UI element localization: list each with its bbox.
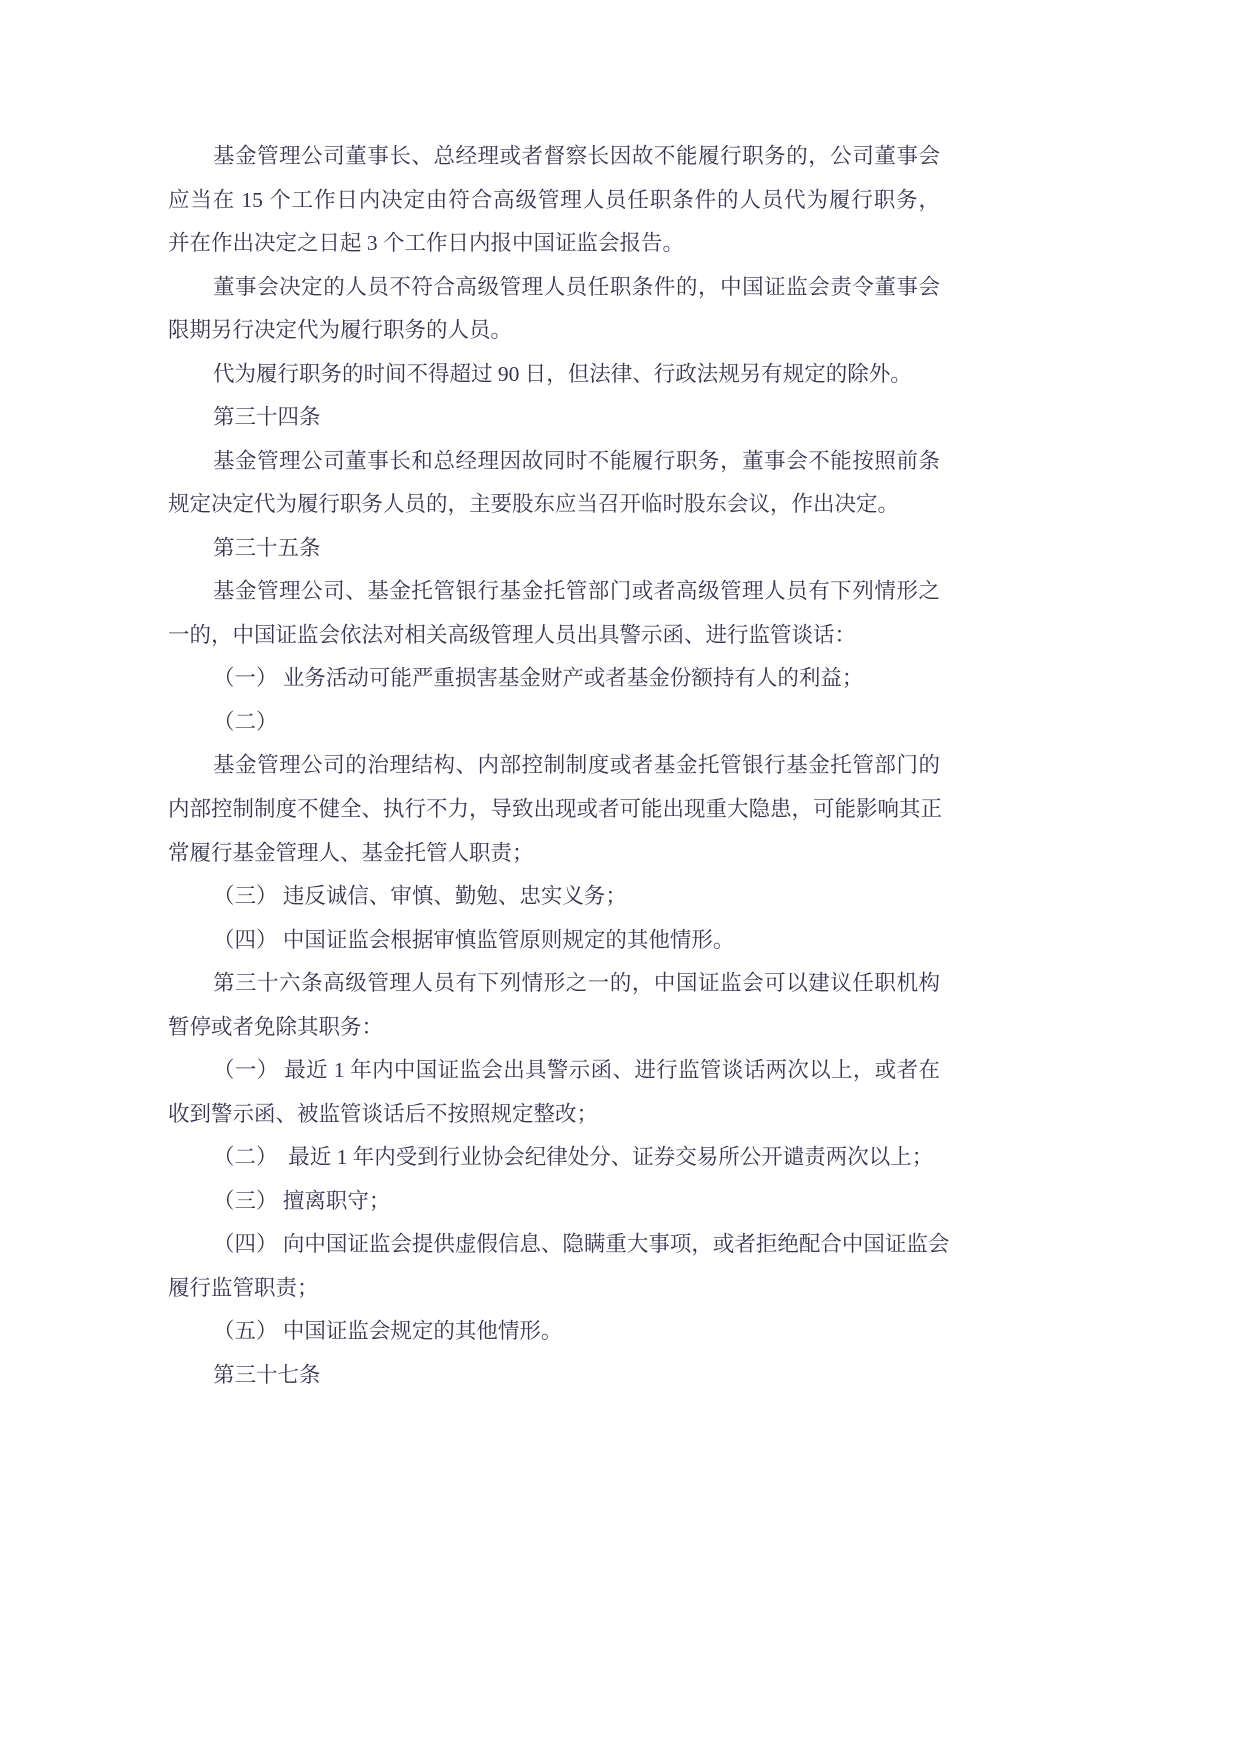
list-item [168,1180,940,1224]
text-line: 规定决定代为履行职务人员的，主要股东应当召开临时股东会议，作出决定。 [168,492,900,517]
text-line: 收到警示函、被监管谈话后不按照规定整改； [168,1101,599,1126]
text-line: 第三十六条高级管理人员有下列情形之一的，中国证监会可以建议任职机构 [213,971,940,996]
text-line: 暂停或者免除其职务： [168,1014,384,1039]
article-heading [168,527,940,571]
text-line: 代为履行职务的时间不得超过 90 日，但法律、行政法规另有规定的除外。 [213,361,912,386]
list-item [168,1049,940,1136]
text-line: （一） 最近 1 年内中国证监会出具警示函、进行监管谈话两次以上，或者在 [213,1058,940,1083]
text-line: 履行监管职责； [168,1275,319,1300]
article-heading [168,1354,940,1398]
list-item [168,1136,940,1180]
text-line: 限期另行决定代为履行职务的人员。 [168,318,513,343]
text-line: （二） [213,709,278,734]
text-line: （三） 违反诚信、审慎、勤勉、忠实义务； [213,884,627,909]
list-item [168,875,940,919]
paragraph [168,570,940,657]
text-line: 基金管理公司董事长、总经理或者督察长因故不能履行职务的，公司董事会 [213,144,940,168]
list-item [168,1223,950,1310]
text-line: 常履行基金管理人、基金托管人职责； [168,840,534,865]
list-item [168,657,940,701]
text-line: （五） 中国证监会规定的其他情形。 [213,1319,563,1344]
text-line: 第三十七条 [213,1362,321,1387]
text-line: 应当在 15 个工作日内决定由符合高级管理人员任职条件的人员代为履行职务， [168,187,940,212]
text-line: 基金管理公司的治理结构、内部控制制度或者基金托管银行基金托管部门的 [213,753,940,778]
paragraph [168,440,940,527]
text-line: 并在作出决定之日起 3 个工作日内报中国证监会报告。 [168,231,685,256]
text-line: （二） 最近 1 年内受到行业协会纪律处分、证券交易所公开谴责两次以上； [213,1145,934,1170]
list-item [168,701,940,745]
article-heading [168,396,940,440]
paragraph [168,353,940,397]
document-body [168,135,950,1397]
text-line: 董事会决定的人员不符合高级管理人员任职条件的，中国证监会责令董事会 [213,274,940,299]
text-line: 第三十四条 [213,405,321,430]
text-line: （一） 业务活动可能严重损害基金财产或者基金份额持有人的利益； [213,666,864,691]
text-line: （四） 向中国证监会提供虚假信息、隐瞒重大事项，或者拒绝配合中国证监会 [213,1232,950,1257]
text-line: （三） 擅离职守； [213,1188,391,1213]
list-item [168,919,940,963]
text-line: 基金管理公司、基金托管银行基金托管部门或者高级管理人员有下列情形之 [213,579,940,604]
list-item [168,1310,940,1354]
text-line: （四） 中国证监会根据审慎监管原则规定的其他情形。 [213,927,735,952]
text-line: 内部控制制度不健全、执行不力，导致出现或者可能出现重大隐患，可能影响其正 [168,796,943,821]
text-line: 一的，中国证监会依法对相关高级管理人员出具警示函、进行监管谈话： [168,622,857,647]
paragraph [168,135,940,266]
paragraph [168,744,943,875]
paragraph [168,266,940,353]
text-line: 基金管理公司董事长和总经理因故同时不能履行职务，董事会不能按照前条 [213,448,940,473]
paragraph [168,962,940,1049]
text-line: 第三十五条 [213,535,321,560]
